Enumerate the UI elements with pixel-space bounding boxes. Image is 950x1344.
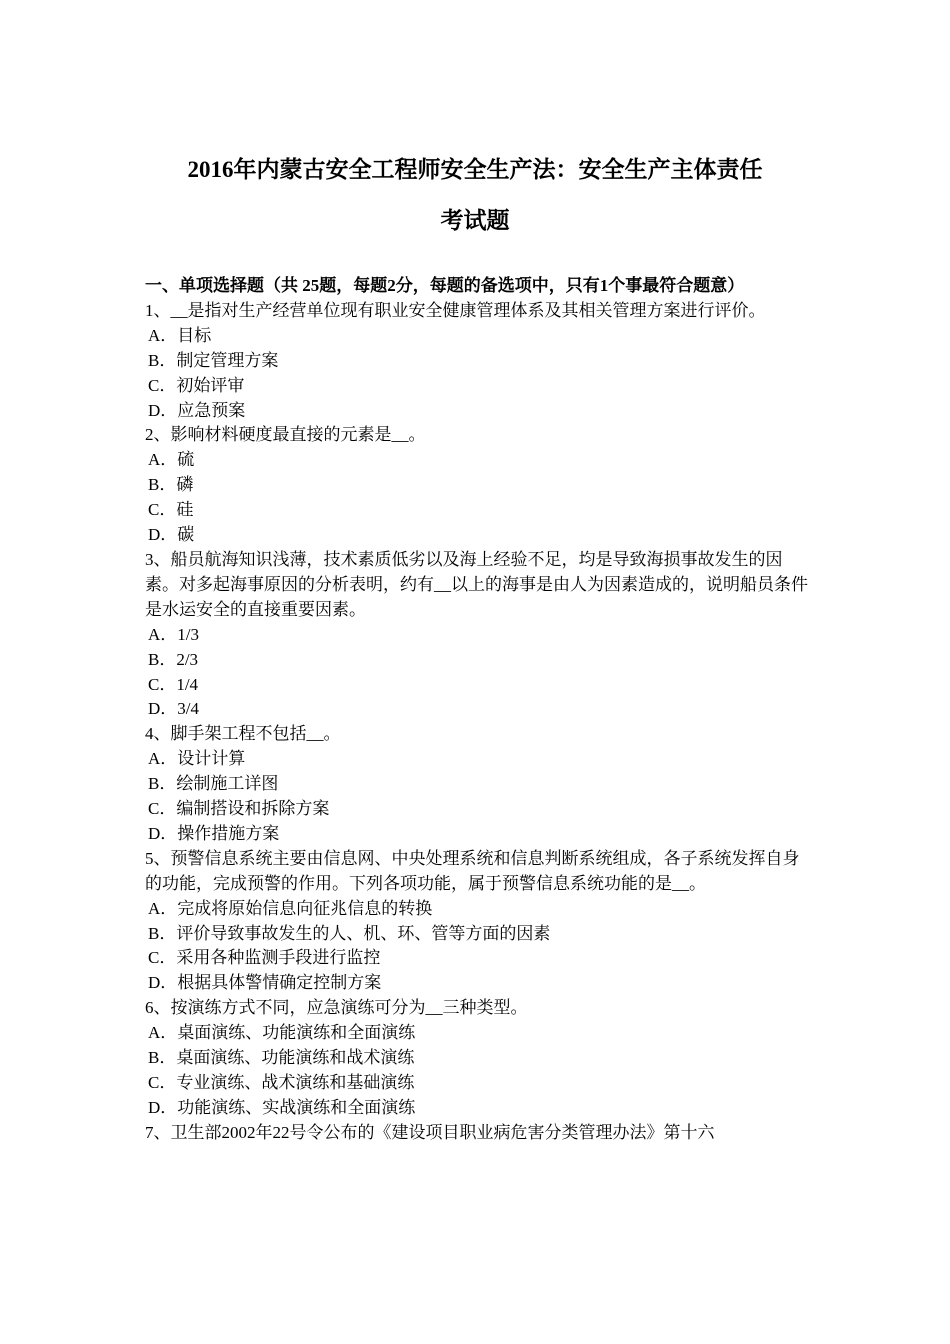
option-c: C．1/4 — [148, 674, 199, 694]
option-c: C．编制搭设和拆除方案 — [148, 799, 330, 819]
option-a: A．完成将原始信息向征兆信息的转换 — [148, 898, 433, 918]
question-3 — [145, 548, 810, 722]
question-stem: 5、预警信息系统主要由信息网、中央处理系统和信息判断系统组成，各子系统发挥自身的功能，完成预警的作用。下列各项功能，属于预警信息系统功能的是__。 — [145, 848, 800, 893]
option-a: A．桌面演练、功能演练和全面演练 — [148, 1023, 416, 1043]
option-b: B．磷 — [148, 475, 194, 495]
option-d: D．根据具体警情确定控制方案 — [148, 973, 382, 993]
question-stem: 3、船员航海知识浅薄，技术素质低劣以及海上经验不足，均是导致海损事故发生的因素。对多起海事原因的分析表明，约有__以上的海事是由人为因素造成的，说明船员条件是水运安全的直接重要因素。 — [145, 549, 808, 619]
option-a: A．设计计算 — [148, 749, 246, 769]
question-stem: 4、脚手架工程不包括__。 — [145, 724, 341, 744]
option-d: D．碳 — [148, 525, 195, 545]
document-title-line1: 2016年内蒙古安全工程师安全生产法：安全生产主体责任 — [187, 157, 763, 182]
question-stem: 6、按演练方式不同，应急演练可分为__三种类型。 — [145, 998, 528, 1018]
option-c: C．采用各种监测手段进行监控 — [148, 948, 381, 968]
option-c: C．专业演练、战术演练和基础演练 — [148, 1073, 415, 1092]
question-1 — [145, 299, 810, 424]
option-b: B．2/3 — [148, 649, 199, 669]
option-c: C．硅 — [148, 500, 194, 520]
question-6 — [145, 996, 810, 1121]
option-b: B．评价导致事故发生的人、机、环、管等方面的因素 — [148, 923, 551, 943]
document-title-line2: 考试题 — [440, 208, 510, 233]
section-heading: 一、单项选择题（共 25题，每题2分，每题的备选项中，只有1个事最符合题意） — [145, 276, 745, 295]
question-stem: 1、__是指对生产经营单位现有职业安全健康管理体系及其相关管理方案进行评价。 — [145, 300, 766, 320]
option-b: B．制定管理方案 — [148, 350, 279, 370]
question-7 — [145, 1121, 810, 1146]
option-b: B．桌面演练、功能演练和战术演练 — [148, 1048, 415, 1068]
option-a: A．目标 — [148, 325, 212, 345]
option-d: D．应急预案 — [148, 400, 246, 420]
question-4 — [145, 722, 810, 847]
option-d: D．功能演练、实战演练和全面演练 — [148, 1097, 416, 1117]
question-2 — [145, 423, 810, 548]
question-stem: 7、卫生部2002年22号令公布的《建设项目职业病危害分类管理办法》第十六 — [145, 1122, 715, 1142]
document-body — [145, 274, 810, 1146]
option-d: D．操作措施方案 — [148, 823, 280, 843]
question-5 — [145, 847, 810, 996]
option-b: B．绘制施工详图 — [148, 774, 279, 794]
option-a: A．硫 — [148, 450, 195, 470]
option-c: C．初始评审 — [148, 375, 245, 395]
option-a: A．1/3 — [148, 624, 199, 644]
option-d: D．3/4 — [148, 699, 199, 719]
question-stem: 2、影响材料硬度最直接的元素是__。 — [145, 425, 426, 445]
